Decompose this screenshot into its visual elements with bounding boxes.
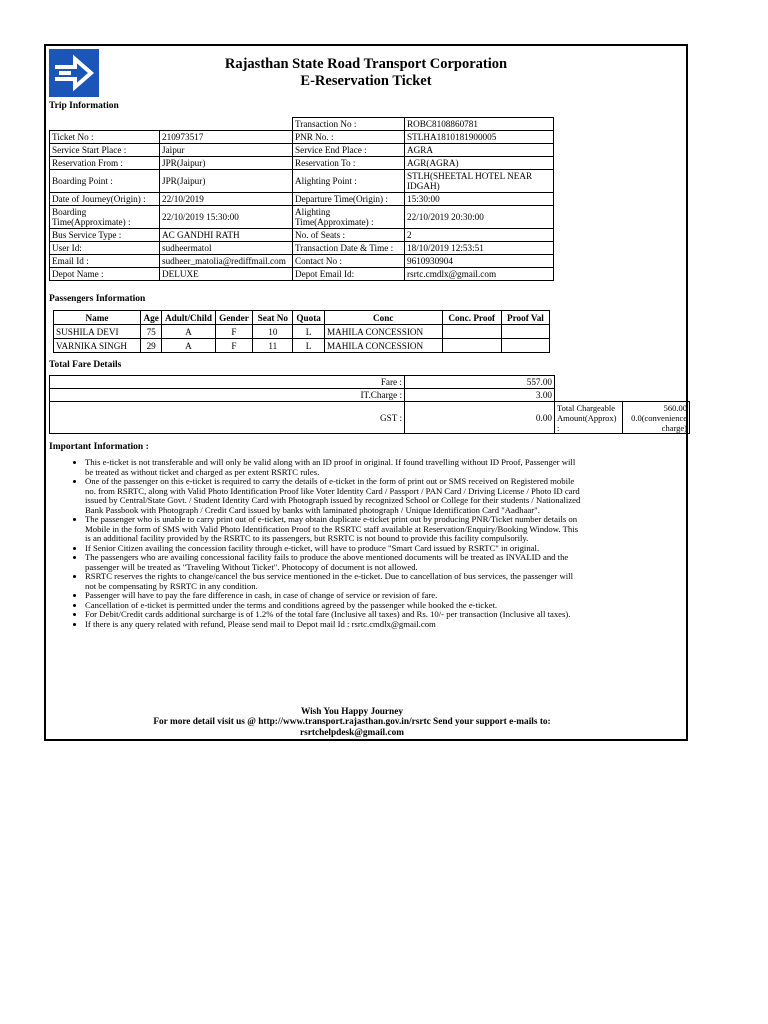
passenger-cell: A [162, 339, 215, 353]
passenger-cell: 10 [253, 325, 293, 339]
passenger-row [54, 325, 550, 339]
fare-value: 557.00 [405, 376, 555, 389]
trip-field-label: Email Id : [50, 255, 160, 268]
total-chargeable-label: Total Chargeable Amount(Approx) : [555, 402, 623, 434]
passenger-column-header: Gender [215, 311, 253, 325]
trip-field-label: Bus Service Type : [50, 229, 160, 242]
trip-field-value: JPR(Jaipur) [160, 170, 293, 193]
trip-field-value: AGRA [405, 144, 554, 157]
trip-field-label: Service End Place : [293, 144, 405, 157]
trip-field-label: User Id: [50, 242, 160, 255]
total-chargeable-value [623, 402, 690, 434]
passenger-column-header: Conc. Proof [442, 311, 501, 325]
trip-field-value: 18/10/2019 12:53:51 [405, 242, 554, 255]
trip-field-value: sudheer_matolia@rediffmail.com [160, 255, 293, 268]
support-email: rsrtchelpdesk@gmail.com [300, 728, 404, 738]
it-charge-label: IT.Charge : [50, 389, 405, 402]
trip-field-value: DELUXE [160, 268, 293, 281]
trip-field-value: rsrtc.cmdlx@gmail.com [405, 268, 554, 281]
important-info-item: • Passenger will have to pay the fare difference in cash, in case of change of service or revision of fare. [85, 591, 585, 601]
trip-field-label: Alighting Time(Approximate) : [293, 206, 405, 229]
passenger-column-header: Adult/Child [162, 311, 215, 325]
trip-field-value: AGR(AGRA) [405, 157, 554, 170]
trip-field-label: Ticket No : [50, 131, 160, 144]
trip-field-value: 9610930904 [405, 255, 554, 268]
passengers-heading: Passengers Information [49, 294, 146, 304]
passenger-cell: SUSHILA DEVI [54, 325, 141, 339]
important-info-item: • RSRTC reserves the rights to change/cancel the bus service mentioned in the e-ticket. Due to cancellation of bus services, the passenger will not be compensating by RSRTC in any condition. [85, 572, 585, 591]
ticket-frame [44, 44, 688, 741]
passenger-cell: F [215, 339, 253, 353]
total-amount: 560.00 [663, 402, 687, 413]
important-info-item: • The passenger who is unable to carry print out of e-ticket, may obtain duplicate e-ticket print out by producing PNR/Ticket number details on Mobile in the form of SMS with Valid Photo Identification Proof to the RSRTC staff available at Reservation/Enquiry/Booking Window. This is an additional facility provided by the RSRTC to its passengers, but RSRTC is not bound to provide this facility compulsorily. [85, 515, 585, 544]
important-heading: Important Information : [49, 442, 149, 452]
passenger-cell: VARNIKA SINGH [54, 339, 141, 353]
footer-visit-text: For more detail visit us @ http://www.transport.rajasthan.gov.in/rsrtc Send your support e-mails to: [153, 717, 551, 727]
trip-field-label: Transaction No : [293, 118, 405, 131]
important-info-item: • Cancellation of e-ticket is permitted under the terms and conditions agreed by the passenger while booked the e-ticket. [85, 601, 585, 611]
trip-field-label: Alighting Point : [293, 170, 405, 193]
passenger-cell [442, 339, 501, 353]
passenger-row [54, 339, 550, 353]
trip-row [50, 242, 554, 255]
fare-table [49, 375, 690, 434]
trip-row [50, 131, 554, 144]
trip-field-value: sudheermatol [160, 242, 293, 255]
passenger-column-header: Quota [293, 311, 325, 325]
passenger-cell: F [215, 325, 253, 339]
important-info-item: • This e-ticket is not transferable and will only be valid along with an ID proof in original. If found travelling without ID Proof, Passenger will be treated as without ticket and charged as per extent RSRTC rules. [85, 458, 585, 477]
trip-field-value: 22/10/2019 15:30:00 [160, 206, 293, 229]
trip-field-label: Contact No : [293, 255, 405, 268]
it-charge-value: 3.00 [405, 389, 555, 402]
org-title: Rajasthan State Road Transport Corporation [224, 56, 508, 72]
trip-field-label: Depot Name : [50, 268, 160, 281]
trip-field-value: 15:30:00 [405, 193, 554, 206]
trip-field-value [160, 118, 293, 131]
trip-field-value: 22/10/2019 20:30:00 [405, 206, 554, 229]
passenger-column-header: Conc [324, 311, 442, 325]
trip-field-label: Depot Email Id: [293, 268, 405, 281]
important-info-item: • If Senior Citizen availing the concession facility through e-ticket, will have to produce "Smart Card issued by RSRTC" in original. [85, 544, 585, 554]
trip-row [50, 229, 554, 242]
important-info-item: • One of the passenger on this e-ticket is required to carry the details of e-ticket in the form of print out or SMS received on Registered mobile no. from RSRTC, along with Valid Photo Identification Proof like Voter Identity Card / Passport / PAN Card / Driving License / Photo ID card issued by Central/State Govt. / Student Identity Card with Photograph issued by recognized School or College for their students / Nationalized Bank Passbook with Photograph / Credit Card issued by banks with laminated photograph / Unique Identification Card "Aadhaar". [85, 477, 585, 515]
trip-info-heading: Trip Information [49, 101, 119, 111]
fare-label: Fare : [50, 376, 405, 389]
trip-info-table [49, 117, 554, 281]
important-info-item: • The passengers who are availing concessional facility fails to produce the above mentioned documents will be treated as INVALID and the passenger will be treated as "Traveling Without Ticket". Photocopy of document is not allowed. [85, 553, 585, 572]
passenger-cell: A [162, 325, 215, 339]
important-info-item: • If there is any query related with refund, Please send mail to Depot mail Id : rsrtc.cmdlx@gmail.com [85, 620, 585, 630]
trip-row [50, 118, 554, 131]
trip-field-label: Date of Journey(Origin) : [50, 193, 160, 206]
passenger-column-header: Age [140, 311, 161, 325]
trip-row [50, 206, 554, 229]
trip-field-label [50, 118, 160, 131]
gst-value: 0.00 [405, 402, 555, 434]
passenger-column-header: Name [54, 311, 141, 325]
passenger-cell [501, 325, 549, 339]
trip-field-value: 2 [405, 229, 554, 242]
trip-field-label: PNR No. : [293, 131, 405, 144]
passenger-cell [442, 325, 501, 339]
trip-field-value: ROBC8108860781 [405, 118, 554, 131]
trip-field-value: STLH(SHEETAL HOTEL NEAR IDGAH) [405, 170, 554, 193]
trip-field-value: JPR(Jaipur) [160, 157, 293, 170]
trip-field-label: Reservation From : [50, 157, 160, 170]
passenger-cell: MAHILA CONCESSION [324, 339, 442, 353]
trip-row [50, 268, 554, 281]
passenger-cell: 29 [140, 339, 161, 353]
trip-field-label: Service Start Place : [50, 144, 160, 157]
important-info-list [49, 458, 585, 629]
passenger-column-header: Seat No [253, 311, 293, 325]
trip-field-value: AC GANDHI RATH [160, 229, 293, 242]
trip-field-label: Transaction Date & Time : [293, 242, 405, 255]
passenger-cell: MAHILA CONCESSION [324, 325, 442, 339]
trip-field-label: Reservation To : [293, 157, 405, 170]
trip-field-label: Boarding Time(Approximate) : [50, 206, 160, 229]
passengers-table [53, 310, 550, 353]
trip-row [50, 157, 554, 170]
passenger-cell: L [293, 339, 325, 353]
trip-field-label: No. of Seats : [293, 229, 405, 242]
trip-field-value: Jaipur [160, 144, 293, 157]
trip-field-label: Boarding Point : [50, 170, 160, 193]
trip-field-value: STLHA1810181900005 [405, 131, 554, 144]
gst-label: GST : [50, 402, 405, 434]
passenger-cell: 75 [140, 325, 161, 339]
fare-heading: Total Fare Details [49, 360, 122, 370]
passenger-cell: 11 [253, 339, 293, 353]
trip-field-value: 22/10/2019 [160, 193, 293, 206]
trip-row [50, 170, 554, 193]
convenience-charge: 0.0(convenience charge) [631, 412, 687, 433]
passenger-column-header: Proof Val [501, 311, 549, 325]
trip-row [50, 144, 554, 157]
doc-title: E-Reservation Ticket [300, 73, 432, 89]
wish-text: Wish You Happy Journey [300, 707, 404, 717]
trip-row [50, 193, 554, 206]
trip-field-label: Departure Time(Origin) : [293, 193, 405, 206]
trip-row [50, 255, 554, 268]
trip-field-value: 210973517 [160, 131, 293, 144]
passenger-cell [501, 339, 549, 353]
important-info-item: • For Debit/Credit cards additional surcharge is of 1.2% of the total fare (Inclusive all taxes) and Rs. 10/- per transaction (Inclusive all taxes). [85, 610, 585, 620]
passenger-cell: L [293, 325, 325, 339]
